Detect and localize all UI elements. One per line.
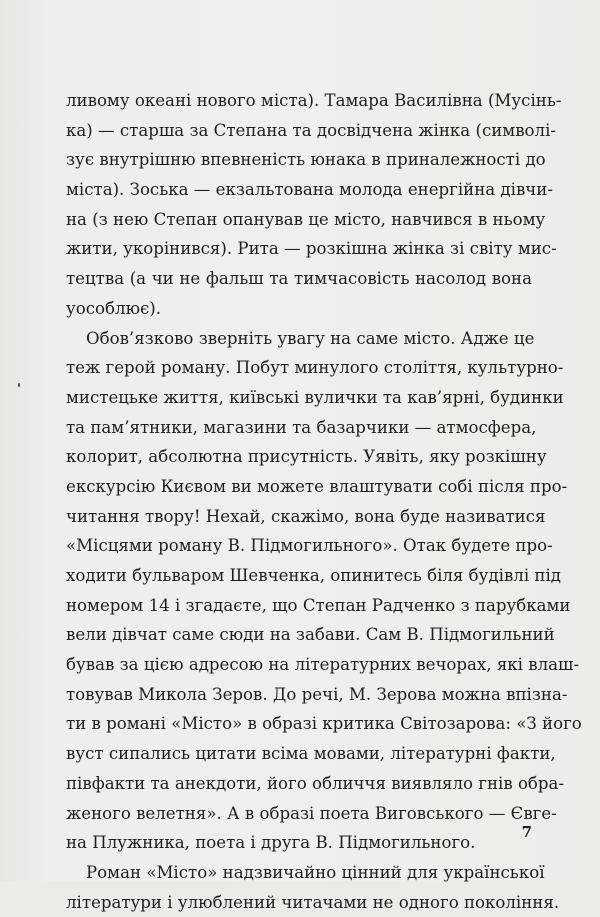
text-line: літератури і улюблений читачами не одного покоління.: [66, 892, 560, 912]
text-line: товував Микола Зеров. До речі, М. Зерова можна впізна-: [66, 684, 568, 704]
text-line: жити, укорінився). Рита — розкішна жінка зі світу мис-: [66, 239, 557, 259]
text-line: теж герой роману. Побут минулого століття, культурно-: [66, 358, 564, 378]
text-line: тецтва (а чи не фальш та тимчасовість насолод вона: [66, 269, 532, 289]
text-line: Обов’язково зверніть увагу на саме місто. Адже це: [86, 328, 535, 348]
body-text: [66, 86, 582, 917]
text-line: «Місцями роману В. Підмогильного». Отак будете про-: [66, 536, 553, 556]
text-line: ходити бульваром Шевченка, опинитесь біля будівлі під: [66, 566, 562, 585]
text-line: уособлює).: [66, 298, 162, 318]
text-line: бував за цією адресою на літературних вечорах, які влаш-: [66, 655, 580, 675]
text-line: Роман «Місто» надзвичайно цінний для української: [86, 862, 545, 882]
page-number: 7: [521, 823, 532, 841]
text-line: та пам’ятники, магазини та базарчики — атмосфера,: [66, 417, 537, 437]
text-line: зує внутрішню впевненість юнака в приналежності до: [66, 150, 546, 170]
text-line: мистецьке життя, київські вулички та кав’ярні, будинки: [66, 387, 564, 407]
text-line: колорит, абсолютна присутність. Уявіть, яку розкішну: [66, 447, 547, 467]
text-line: екскурсію Києвом ви можете влаштувати собі після про-: [66, 476, 568, 496]
text-line: міста). Зоська — екзальтована молода енергійна дівчи-: [66, 180, 553, 200]
text-line: вуст сипались цитати всіма мовами, літературні факти,: [66, 744, 556, 764]
text-line: на Плужника, поета і друга В. Підмогильного.: [66, 833, 476, 853]
text-line: вели дівчат саме сюди на забави. Сам В. Підмогильний: [66, 625, 555, 645]
text-line: номером 14 і згадаєте, що Степан Радченко з парубками: [66, 595, 571, 615]
text-line: ти в романі «Місто» в образі критика Світозарова: «З його: [66, 714, 582, 734]
text-line: читання твору! Нехай, скажімо, вона буде називатися: [66, 506, 546, 526]
margin-speck: [18, 383, 20, 387]
text-line: ливому океані нового міста). Тамара Василівна (Мусінь-: [66, 91, 562, 110]
text-line: женого велетня». А в образі поета Виговського — Євге-: [66, 803, 557, 823]
text-line: півфакти та анекдоти, його обличчя виявляло гнів обра-: [66, 773, 565, 793]
text-line: на (з нею Степан опанував це місто, навчився в ньому: [66, 209, 546, 229]
text-line: ка) — старша за Степана та досвідчена жінка (символі-: [66, 120, 556, 140]
